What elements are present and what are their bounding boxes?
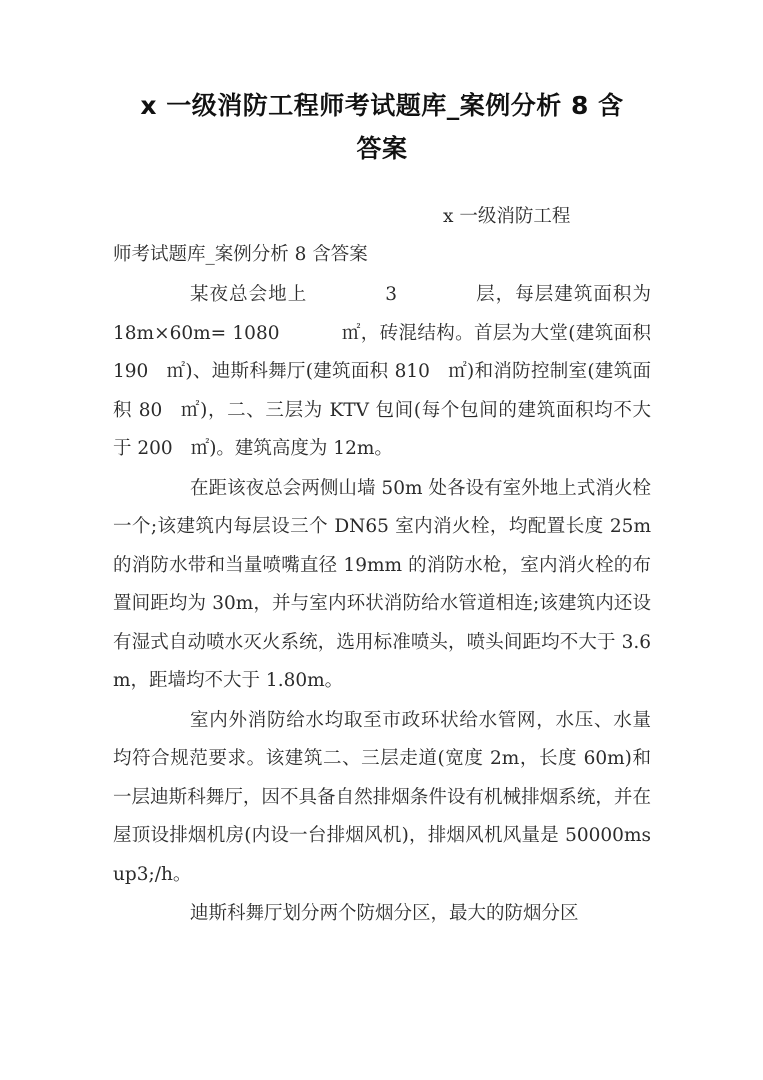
- paragraph-smoke-zones: 迪斯科舞厅划分两个防烟分区，最大的防烟分区: [190, 903, 579, 924]
- segment-disco: ㎡)、迪斯科舞厅(建筑面积 810: [166, 361, 430, 382]
- repeated-heading-paragraph: [113, 170, 651, 274]
- repeated-heading-tail: x 一级消防工程: [443, 206, 571, 227]
- repeated-heading-continuation: 师考试题库_案例分析 8 含答案: [113, 244, 368, 265]
- paragraph-water-supply-smoke: 室内外消防给水均取至市政环状给水管网，水压、水量均符合规范要求。该建筑二、三层走道(宽度 2m，长度 60m)和一层迪斯科舞厅，因不具备自然排烟条件设有机械排烟系统，并在屋顶设排烟机房(内设一台排烟风机)，排烟风机风量是 50000msup3;/h。: [113, 709, 651, 885]
- page-title: [113, 0, 651, 170]
- paragraph-hydrant-system: 在距该夜总会两侧山墙 50m 处各设有室外地上式消火栓一个;该建筑内每层设三个 DN65 室内消火栓，均配置长度 25m 的消防水带和当量喷嘴直径 19mm 的消防水枪，室内消火栓的布置间距均为 30m，并与室内环状消防给水管道相连;该建筑内还设有湿式自动喷水灭火系统，选用标准喷头，喷头间距均不大于 3.6m，距墙均不大于 1.80m。: [113, 477, 657, 691]
- document-body: [113, 0, 657, 934]
- segment-control-room: ㎡)和消防控制室(建筑面积 80: [113, 361, 651, 421]
- segment-intro: 某夜总会地上: [190, 284, 308, 305]
- page-title-line-2: 答案: [356, 134, 408, 163]
- segment-height: ㎡)。建筑高度为 12m。: [190, 438, 393, 459]
- page-title-line-1: x 一级消防工程师考试题库_案例分析 8 含: [140, 91, 624, 120]
- segment-ktv: ㎡)，二、三层为 KTV 包间(每个包间的建筑面积均不大于 200: [113, 399, 652, 459]
- segment-structure: ㎡，砖混结构。首层为大堂(建筑面积 190: [113, 322, 657, 382]
- segment-floor-count: 3: [385, 284, 398, 305]
- segment-floor-area: 层，每层建筑面积为 18m×60m= 1080: [113, 284, 657, 344]
- paragraph-building-overview: [113, 274, 657, 469]
